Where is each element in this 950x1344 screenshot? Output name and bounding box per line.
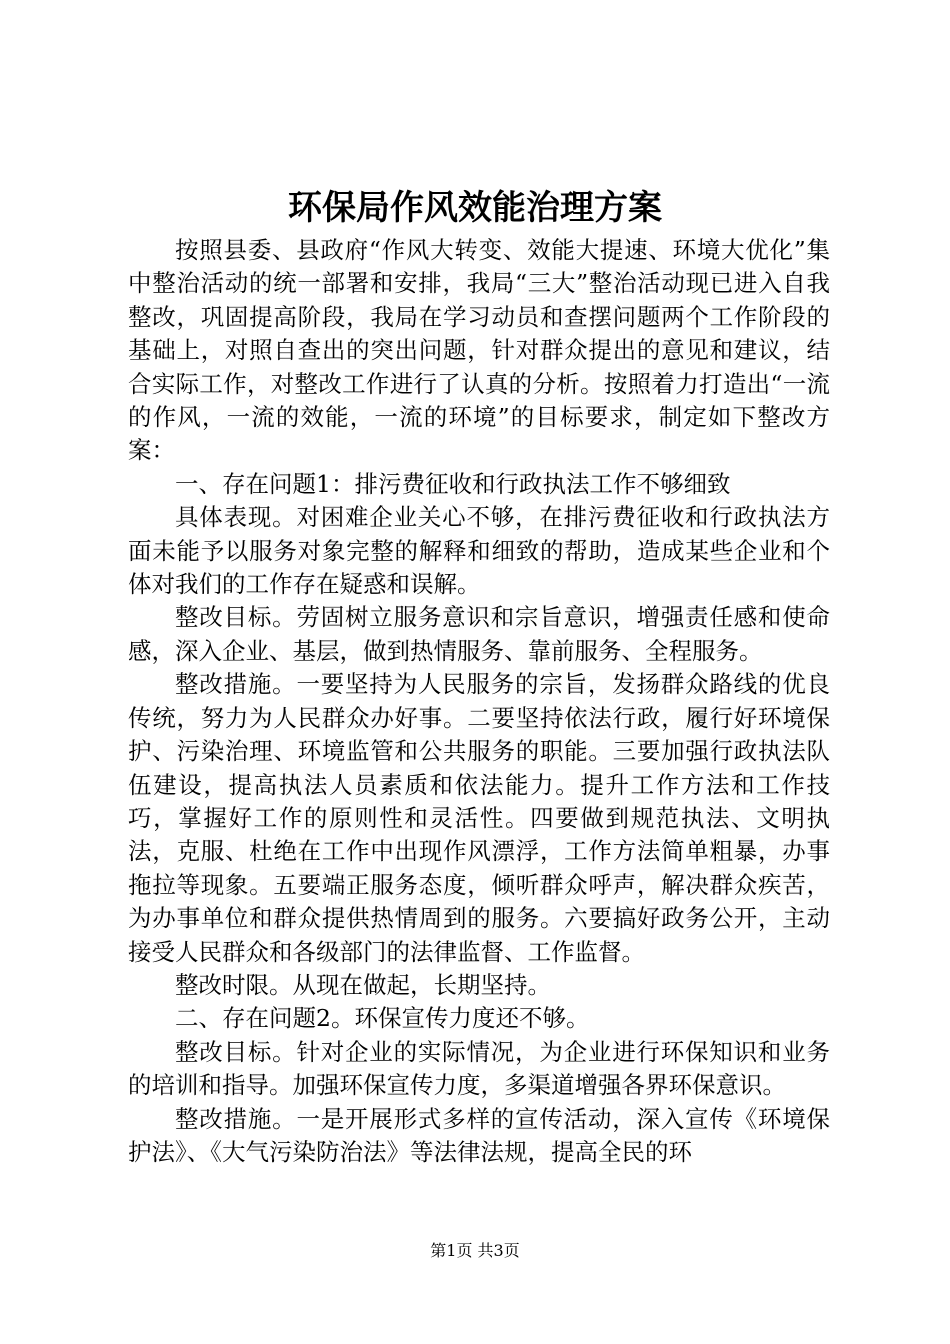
document-body xyxy=(128,234,830,1169)
paragraph-issue-2-heading: 二、存在问题2。环保宣传力度还不够。 xyxy=(175,1004,590,1033)
document-title: 环保局作风效能治理方案 xyxy=(288,188,662,228)
paragraph-issue-2-measures: 整改措施。一是开展形式多样的宣传活动，深入宣传《环境保护法》、《大气污染防治法》等法律法规，提高全民的环 xyxy=(128,1104,830,1166)
paragraph-issue-1-heading: 一、存在问题1：排污费征收和行政执法工作不够细致 xyxy=(175,469,731,498)
paragraph-issue-1-symptoms: 具体表现。对困难企业关心不够，在排污费征收和行政执法方面未能予以服务对象完整的解释和细致的帮助，造成某些企业和个体对我们的工作存在疑惑和误解。 xyxy=(128,503,830,599)
paragraph-issue-1-measures: 整改措施。一要坚持为人民服务的宗旨，发扬群众路线的优良传统，努力为人民群众办好事。二要坚持依法行政，履行好环境保护、污染治理、环境监管和公共服务的职能。三要加强行政执法队伍建设，提高执法人员素质和依法能力。提升工作方法和工作技巧，掌握好工作的原则性和灵活性。四要做到规范执法、文明执法，克服、杜绝在工作中出现作风漂浮，工作方法简单粗暴，办事拖拉等现象。五要端正服务态度，倾听群众呼声，解决群众疾苦，为办事单位和群众提供热情周到的服务。六要搞好政务公开，主动接受人民群众和各级部门的法律监督、工作监督。 xyxy=(128,670,830,966)
paragraph-issue-2-goal: 整改目标。针对企业的实际情况，为企业进行环保知识和业务的培训和指导。加强环保宣传力度，多渠道增强各界环保意识。 xyxy=(128,1037,830,1100)
page-indicator: 第1页 共3页 xyxy=(430,1241,520,1260)
paragraph-issue-1-deadline: 整改时限。从现在做起，长期坚持。 xyxy=(175,970,551,999)
paragraph-intro: 按照县委、县政府“作风大转变、效能大提速、环境大优化”集中整治活动的统一部署和安排，我局“三大”整治活动现已进入自我整改，巩固提高阶段，我局在学习动员和查摆问题两个工作阶段的基础上，对照自查出的突出问题，针对群众提出的意见和建议，结合实际工作，对整改工作进行了认真的分析。按照着力打造出“一流的作风，一流的效能，一流的环境”的目标要求，制定如下整改方案： xyxy=(128,236,830,465)
paragraph-issue-1-goal: 整改目标。劳固树立服务意识和宗旨意识，增强责任感和使命感，深入企业、基层，做到热情服务、靠前服务、全程服务。 xyxy=(128,603,830,665)
